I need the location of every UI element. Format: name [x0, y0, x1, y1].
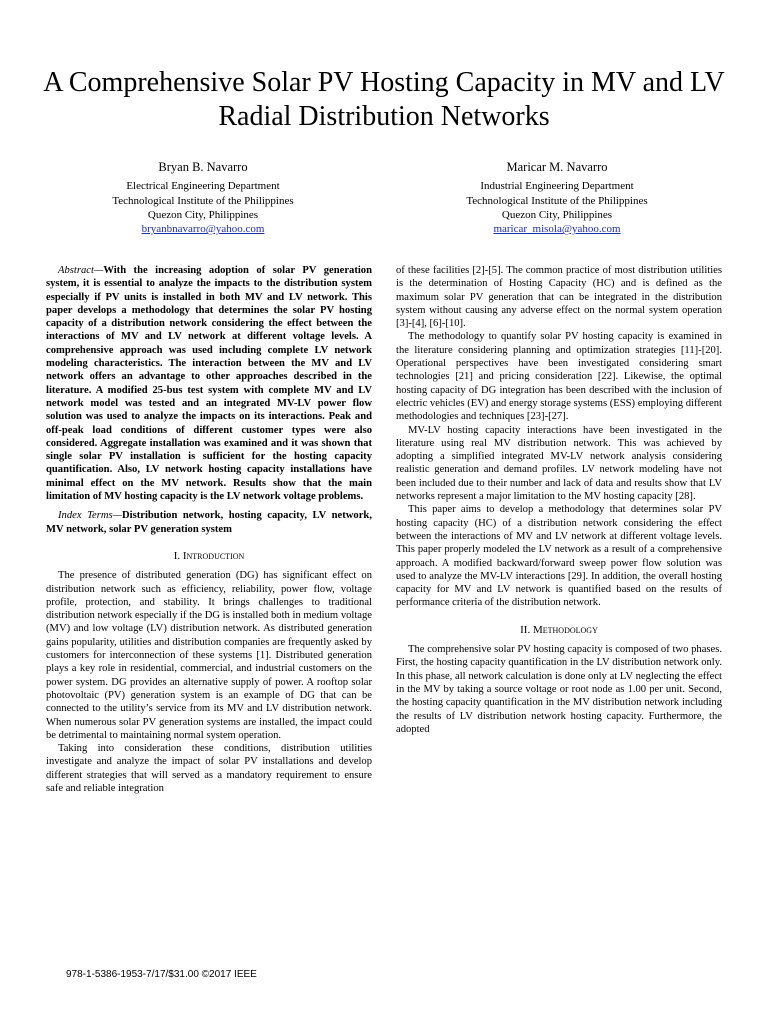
author-department: Electrical Engineering Department	[126, 180, 280, 193]
body-paragraph: MV-LV hosting capacity interactions have been investigated in the literature using real MV distribution network. This was achieved by adopting a simplified integrated MV-LV network analysis considering realistic generation and demand profiles. LV network modeling have not been included due to their number and lack of data and results show that LV networks represent a major limitation to the MV hosting capacity [28].	[396, 424, 722, 503]
author-institution: Technological Institute of the Philippines	[466, 194, 648, 207]
section-heading-introduction: I. Introduction	[173, 549, 245, 562]
abstract-label: Abstract—	[58, 265, 104, 276]
body-paragraph: The comprehensive solar PV hosting capacity is composed of two phases. First, the hosting capacity quantification in the LV distribution network only. In this phase, all network calculation is done only at LV neglecting the effect in the MV by taking a source voltage or root node as 1.00 per unit. Second, the hosting capacity quantification in the MV distribution network including the results of LV distribution network hosting capacity. Furthermore, the adopted	[396, 644, 722, 735]
author-location: Quezon City, Philippines	[501, 208, 613, 221]
index-terms	[46, 509, 372, 536]
copyright-footer: 978-1-5386-1953-7/17/$31.00 ©2017 IEEE	[66, 969, 257, 980]
body-paragraph: The methodology to quantify solar PV hosting capacity is examined in the literature considering planning and optimization strategies [11]-[20]. Operational perspectives have been investigated considering smart technologies [21] and pricing consideration [22]. Likewise, the optimal hosting capacity of DG integration has been described with the inclusion of electric vehicles (EV) and energy storage systems (ESS) employing different methodologies and techniques [23]-[27].	[396, 331, 722, 423]
right-column	[396, 264, 722, 736]
author-department: Industrial Engineering Department	[480, 180, 634, 193]
author-institution: Technological Institute of the Philippines	[112, 194, 294, 207]
author-email-link[interactable]: bryanbnavarro@yahoo.com	[141, 223, 265, 236]
body-paragraph: of these facilities [2]-[5]. The common practice of most distribution utilities is the determination of Hosting Capacity (HC) and is defined as the maximum solar PV generation that can be integrated in the distribution system without causing any adverse effect on the normal system operation [3]-[4], [6]-[10].	[396, 265, 722, 330]
author-name: Maricar M. Navarro	[506, 160, 608, 174]
index-terms-text: Distribution network, hosting capacity, LV network, MV network, solar PV generation system	[46, 510, 372, 535]
author-block-2	[397, 160, 717, 236]
abstract	[46, 264, 372, 503]
body-paragraph: This paper aims to develop a methodology that determines solar PV hosting capacity (HC) of a distribution network considering the effect between the interactions of MV and LV network at different voltage levels. This paper properly modeled the LV network as a result of a comprehensive approach. A modified backward/forward sweep power flow solution was used to analyze the MV-LV interactions [29]. In addition, the overall hosting capacity for MV and LV network is quantified based on the results of performance criteria of the distribution network.	[396, 504, 722, 609]
body-paragraph: Taking into consideration these conditions, distribution utilities investigate and analyze the impact of solar PV installations and develop different strategies that will served as a mandatory requirement to ensure safe and reliable integration	[46, 743, 372, 794]
paper-title: A Comprehensive Solar PV Hosting Capacity in MV and LV Radial Distribution Networks	[43, 67, 725, 132]
section-heading-methodology: II. Methodology	[520, 623, 598, 636]
author-block-1	[43, 160, 363, 236]
author-email-link[interactable]: maricar_misola@yahoo.com	[493, 223, 621, 236]
left-column	[46, 264, 372, 795]
author-name: Bryan B. Navarro	[158, 160, 248, 174]
body-paragraph: The presence of distributed generation (DG) has significant effect on distribution network such as efficiency, reliability, power flow, voltage profile, protection, and stability. It brings challenges to traditional distribution network especially if the DG is installed both in medium voltage (MV) and low voltage (LV) distribution network. As distributed generation gains popularity, utilities and distribution companies are frequently asked by customers for interconnection of these systems [1]. Distributed generation plays a key role in residential, commercial, and industrial customers on the power system. DG provides an alternative supply of power. A rooftop solar photovoltaic (PV) generation system is an example of DG that can be connected to the utility’s service from its MV and LV distribution network. When numerous solar PV generation systems are installed, the impact could be detrimental to maintaining normal system operation.	[46, 570, 372, 741]
author-location: Quezon City, Philippines	[147, 208, 259, 221]
abstract-text: With the increasing adoption of solar PV generation system, it is essential to analyze the impacts to the distribution system especially if PV units is installed in both MV and LV network. This paper develops a methodology that determines the solar PV hosting capacity of a distribution network considering the effect between the interactions of MV and LV network at different voltage levels. A comprehensive approach was used including complete LV network modeling characteristics. The interaction between the MV and LV network offers an advantage to other approaches described in the literature. A modified 25-bus test system with complete MV and LV network model was tested and an integrated MV-LV power flow solution was used to analyze the impacts on its interactions. Peak and off-peak load conditions of different customer types were also considered. Aggregate installation was examined and it was shown that single solar PV installation is sufficient for the hosting capacity quantification. Also, LV network hosting capacity installations have minimal effect on the MV network. Results show that the main limitation of MV hosting capacity is the LV network voltage problems.	[46, 265, 372, 503]
index-terms-label: Index Terms—	[58, 510, 123, 522]
